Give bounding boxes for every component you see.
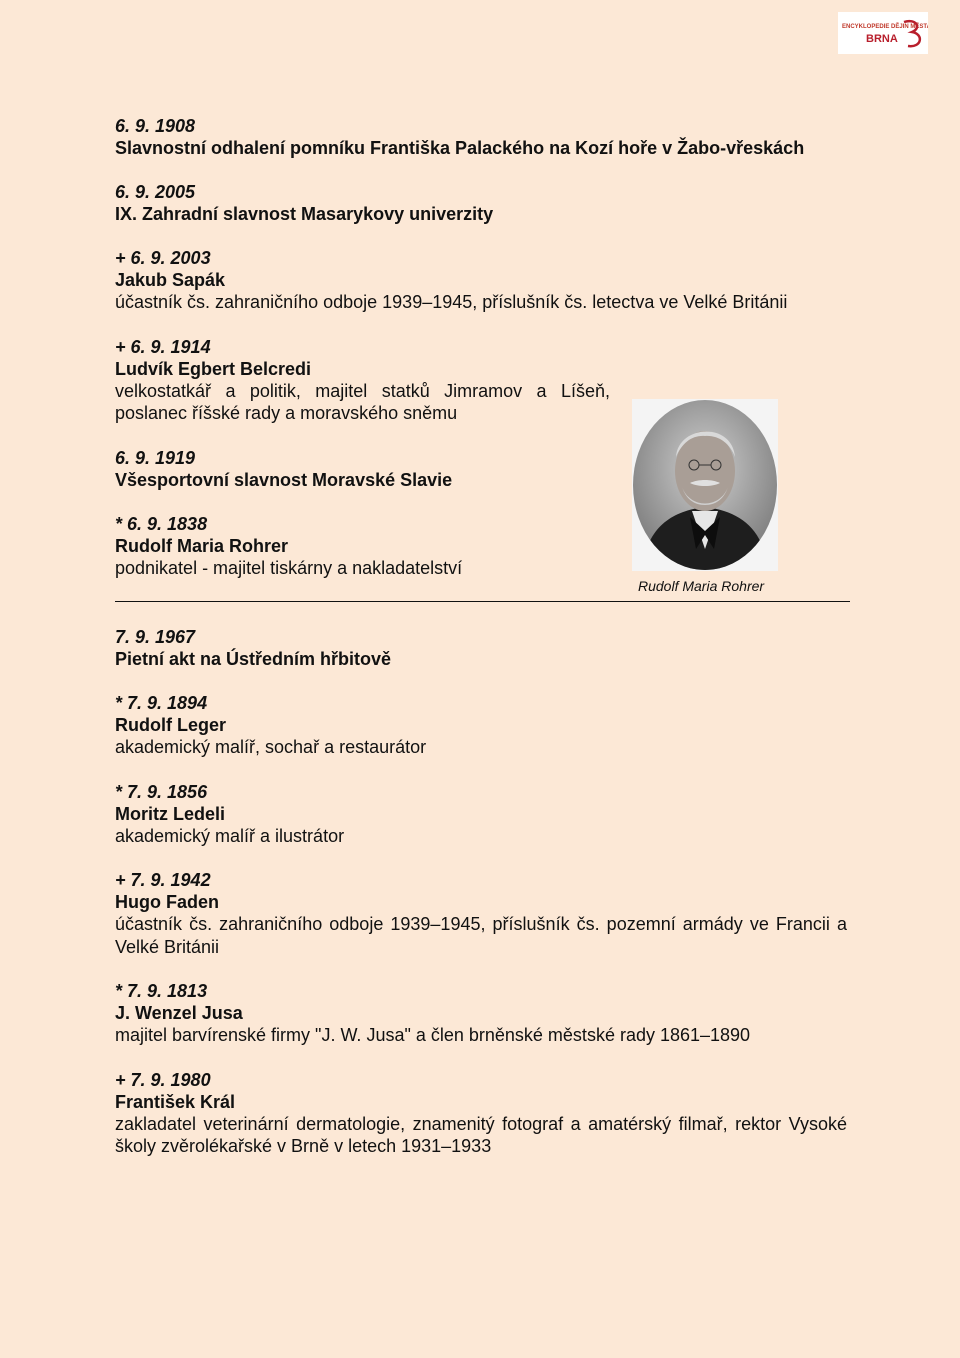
entry-description: podnikatel - majitel tiskárny a nakladatelství xyxy=(115,557,463,578)
section-divider xyxy=(115,601,850,602)
entry-description: účastník čs. zahraničního odboje 1939–1945, příslušník čs. letectva ve Velké Británii xyxy=(115,292,788,312)
entry-title: Hugo Faden xyxy=(115,892,219,912)
entry-title: Rudolf Leger xyxy=(115,715,226,735)
entry-description: akademický malíř a ilustrátor xyxy=(115,825,345,846)
entry-date: 6. 9. 1908 xyxy=(115,116,196,136)
entry-date: + 7. 9. 1942 xyxy=(115,870,211,890)
entry-date: + 6. 9. 2003 xyxy=(115,248,211,268)
entry xyxy=(115,980,847,1047)
portrait-caption: Rudolf Maria Rohrer xyxy=(638,578,765,594)
entries-day-7 xyxy=(115,626,847,1158)
logo-line1: ENCYKLOPEDIE DĚJIN MĚSTA xyxy=(842,24,928,30)
entry xyxy=(115,692,847,759)
entry-date: 7. 9. 1967 xyxy=(115,627,196,647)
entry xyxy=(115,626,847,670)
entry-title: Rudolf Maria Rohrer xyxy=(115,535,289,556)
calendar-content xyxy=(115,115,847,1180)
entry-date: * 7. 9. 1813 xyxy=(115,981,208,1001)
entry xyxy=(115,781,847,848)
entry-description: zakladatel veterinární dermatologie, znamenitý fotograf a amatérský filmař, rektor Vysoké školy zvěrolékařské v Brně v letech 1931–1933 xyxy=(115,1113,847,1156)
entry-description: akademický malíř, sochař a restaurátor xyxy=(115,737,427,757)
portrait-photo xyxy=(632,399,778,571)
entry xyxy=(115,181,847,225)
entry xyxy=(115,115,847,159)
entry xyxy=(115,247,847,314)
entry-date: * 6. 9. 1838 xyxy=(115,513,208,534)
entry-title: J. Wenzel Jusa xyxy=(115,1003,243,1023)
entry-date: 6. 9. 2005 xyxy=(115,182,196,202)
entry-title: Ludvík Egbert Belcredi xyxy=(115,358,312,379)
entry-description: účastník čs. zahraničního odboje 1939–1945, příslušník čs. pozemní armády ve Francii a Velké Británii xyxy=(115,914,847,957)
entry-date: + 7. 9. 1980 xyxy=(115,1069,211,1090)
entry-date: * 7. 9. 1894 xyxy=(115,693,208,713)
logo-line2: BRNA xyxy=(866,33,898,45)
encyclopedia-logo xyxy=(838,12,928,54)
entry-title: Slavnostní odhalení pomníku Františka Palackého na Kozí hoře v Žabo-vřeskách xyxy=(115,138,805,158)
entry-description: majitel barvírenské firmy "J. W. Jusa" a člen brněnské městské rady 1861–1890 xyxy=(115,1025,751,1045)
entry-date: 6. 9. 1919 xyxy=(115,447,196,468)
entry-title: Moritz Ledeli xyxy=(115,803,226,824)
entry-date: + 6. 9. 1914 xyxy=(115,336,211,357)
entry-description: velkostatkář a politik, majitel statků Jimramov a Líšeň, poslanec říšské rady a moravského sněmu xyxy=(115,380,610,423)
entry-title: Pietní akt na Ústředním hřbitově xyxy=(115,649,392,669)
entry-title: František Král xyxy=(115,1091,236,1112)
entry-title: IX. Zahradní slavnost Masarykovy univerzity xyxy=(115,204,494,224)
entry-title: Jakub Sapák xyxy=(115,270,226,290)
entry xyxy=(115,1069,847,1158)
entry-title: Všesportovní slavnost Moravské Slavie xyxy=(115,469,453,490)
entry xyxy=(115,869,847,958)
entry-date: * 7. 9. 1856 xyxy=(115,781,208,802)
